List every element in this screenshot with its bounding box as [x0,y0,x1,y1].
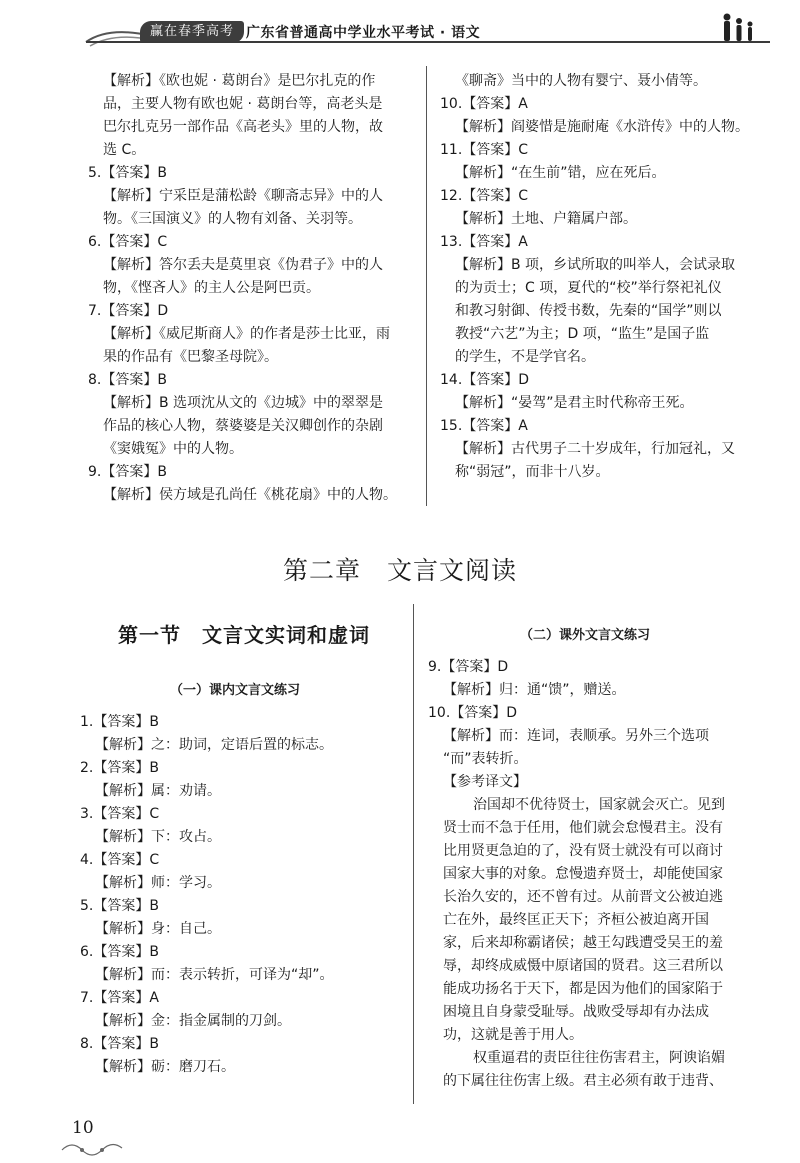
answer-text: 《聊斋》当中的人物有婴宁、聂小倩等。 [455,73,707,89]
answer-text: 品，主要人物有欧也妮 · 葛朗台等，高老头是 [103,96,383,112]
answer-text: 【解析】“晏驾”是君主时代称帝王死。 [455,395,694,411]
answer-item [80,987,400,1033]
answer-item [440,231,770,369]
translation-line: 能成功扬名于天下，都是因为他们的国家陷于 [443,981,723,997]
answer-text: 【解析】《威尼斯商人》的作者是莎士比亚，雨 [103,326,390,342]
answer-key: 14.【答案】D [440,372,530,388]
answer-key: 7.【答案】A [80,990,159,1006]
column-divider [413,604,414,1104]
answer-text: 果的作品有《巴黎圣母院》。 [103,349,278,365]
translation-line: 困境且自身蒙受耻辱。战败受辱却有办法成 [443,1004,709,1020]
answer-text: 的学生，不是学官名。 [455,349,595,365]
reference-translation-label: 【参考译文】 [443,774,527,790]
right-subsection-title: （二）课外文言文练习 [520,628,651,643]
answer-text: 【解析】侯方域是孔尚任《桃花扇》中的人物。 [103,487,397,503]
page-number: 10 [72,1118,94,1138]
answer-key: 12.【答案】C [440,188,529,204]
answer-key: 9.【答案】D [428,659,509,675]
answer-item [440,369,770,415]
answer-item [440,93,770,139]
answer-text: 【解析】属：劝请。 [95,783,221,799]
answer-key: 2.【答案】B [80,760,159,776]
answer-text: 【解析】B 选项沈从文的《边城》中的翠翠是 [103,395,384,411]
answer-key: 10.【答案】A [440,96,528,112]
answer-item [80,757,400,803]
answer-text: 物。《三国演义》的人物有刘备、关羽等。 [103,211,362,227]
column-divider [426,66,427,506]
chapter-title: 第二章 文言文阅读 [282,556,517,585]
answer-item [88,231,418,300]
people-icon [718,12,758,44]
answer-key: 8.【答案】B [88,372,167,388]
answer-item [428,656,773,702]
answer-key: 11.【答案】C [440,142,529,158]
answer-key: 1.【答案】B [80,714,159,730]
answer-text: 选 C。 [103,142,146,158]
answer-text: 【解析】阎婆惜是施耐庵《水浒传》中的人物。 [455,119,749,135]
answer-key: 5.【答案】B [80,898,159,914]
left-subsection-title: （一）课内文言文练习 [170,683,301,698]
answer-item [88,461,418,507]
answer-item [80,895,400,941]
answer-item [80,711,400,757]
answer-text: 【解析】古代男子二十岁成年，行加冠礼，又 [455,441,735,457]
answer-item [88,300,418,369]
translation-line: 的下属往往伤害上级。君主必须有敢于违背、 [443,1073,723,1089]
translation-line: 权重逼君的责臣往往伤害君主，阿谀谄媚 [473,1050,725,1066]
answer-item [80,941,400,987]
answer-text: 和教习射御、传授书数，先秦的“国学”则以 [455,303,722,319]
answer-text: 【解析】《欧也妮 · 葛朗台》是巴尔扎克的作 [103,73,376,89]
answer-text: 《窦娥冤》中的人物。 [103,441,243,457]
answer-key: 13.【答案】A [440,234,528,250]
answer-text: 【解析】归：通“馈”，赠送。 [443,682,626,698]
answer-item [440,415,770,484]
translation-line: 贤士而不急于任用，他们就会怠慢君主。没有 [443,820,723,836]
answer-text: 【解析】金：指金属制的刀剑。 [95,1013,291,1029]
translation-line: 比用贤更急迫的了，没有贤士就没有可以商讨 [443,843,723,859]
bottom-right-column [428,656,773,1093]
answer-key: 8.【答案】B [80,1036,159,1052]
answer-text: 【解析】答尔丢夫是莫里哀《伪君子》中的人 [103,257,383,273]
answer-item [440,185,770,231]
answer-key: 15.【答案】A [440,418,528,434]
answer-key: 10.【答案】D [428,705,518,721]
translation-line: 治国却不优待贤士，国家就会灭亡。见到 [473,797,725,813]
answer-item [440,139,770,185]
translation-line: 国家大事的对象。怠慢遗弃贤士，却能使国家 [443,866,723,882]
header-badge: 赢在春季高考 [140,21,244,43]
header-rule [86,41,770,43]
bottom-left-column [80,711,400,1079]
answer-key: 6.【答案】B [80,944,159,960]
answer-text: 【解析】下：攻占。 [95,829,221,845]
answer-text: 的为贡士；C 项，夏代的“校”举行祭祀礼仪 [455,280,722,296]
answer-text: 巴尔扎克另一部作品《高老头》里的人物，故 [103,119,383,135]
section-title: 第一节 文言文实词和虚词 [118,623,370,647]
answer-text: 作品的核心人物，蔡婆婆是关汉卿创作的杂剧 [103,418,383,434]
translation-line: 长治久安的，还不曾有过。从前晋文公被迫逃 [443,889,723,905]
translation-paragraph [428,1047,773,1093]
answer-item [88,162,418,231]
answer-item [80,849,400,895]
top-right-column [440,70,770,484]
answer-text: 【解析】“在生前”错，应在死后。 [455,165,666,181]
answer-item [88,369,418,461]
answer-text: “而”表转折。 [443,751,528,767]
answer-key: 5.【答案】B [88,165,167,181]
answer-text: 教授“六艺”为主；D 项，“监生”是国子监 [455,326,710,342]
top-left-column [88,70,418,507]
answer-text: 【解析】宁采臣是蒲松龄《聊斋志异》中的人 [103,188,383,204]
answer-text: 称“弱冠”，而非十八岁。 [455,464,610,480]
translation-line: 辱，却终成威慑中原诸国的贤君。这三君所以 [443,958,723,974]
answer-text: 物，《悭吝人》的主人公是阿巴贡。 [103,280,320,296]
translation-line: 家，后来却称霸诸侯；越王勾践遭受吴王的羞 [443,935,723,951]
answer-text: 【解析】身：自己。 [95,921,221,937]
translation-line: 功，这就是善于用人。 [443,1027,583,1043]
answer-item [80,1033,400,1079]
page-header [0,0,800,50]
answer-key: 9.【答案】B [88,464,167,480]
answer-text: 【解析】B 项，乡试所取的叫举人，会试录取 [455,257,736,273]
answer-text: 【解析】之：助词，定语后置的标志。 [95,737,333,753]
answer-text: 【解析】砺：磨刀石。 [95,1059,235,1075]
answer-key: 7.【答案】D [88,303,169,319]
translation-line: 亡在外，最终匡正天下；齐桓公被迫离开国 [443,912,709,928]
answer-key: 6.【答案】C [88,234,168,250]
answer-item [80,803,400,849]
answer-text: 【解析】而：表示转折，可译为“却”。 [95,967,334,983]
answer-text: 【解析】师：学习。 [95,875,221,891]
answer-key: 4.【答案】C [80,852,160,868]
answer-item [428,702,773,771]
answer-key: 3.【答案】C [80,806,160,822]
header-title: 广东省普通高中学业水平考试 · 语文 [246,25,481,41]
answer-text: 【解析】而：连词，表顺承。另外三个选项 [443,728,709,744]
answer-text: 【解析】土地、户籍属户部。 [455,211,637,227]
floral-ornament-icon [60,1138,130,1158]
translation-paragraph [428,794,773,1047]
